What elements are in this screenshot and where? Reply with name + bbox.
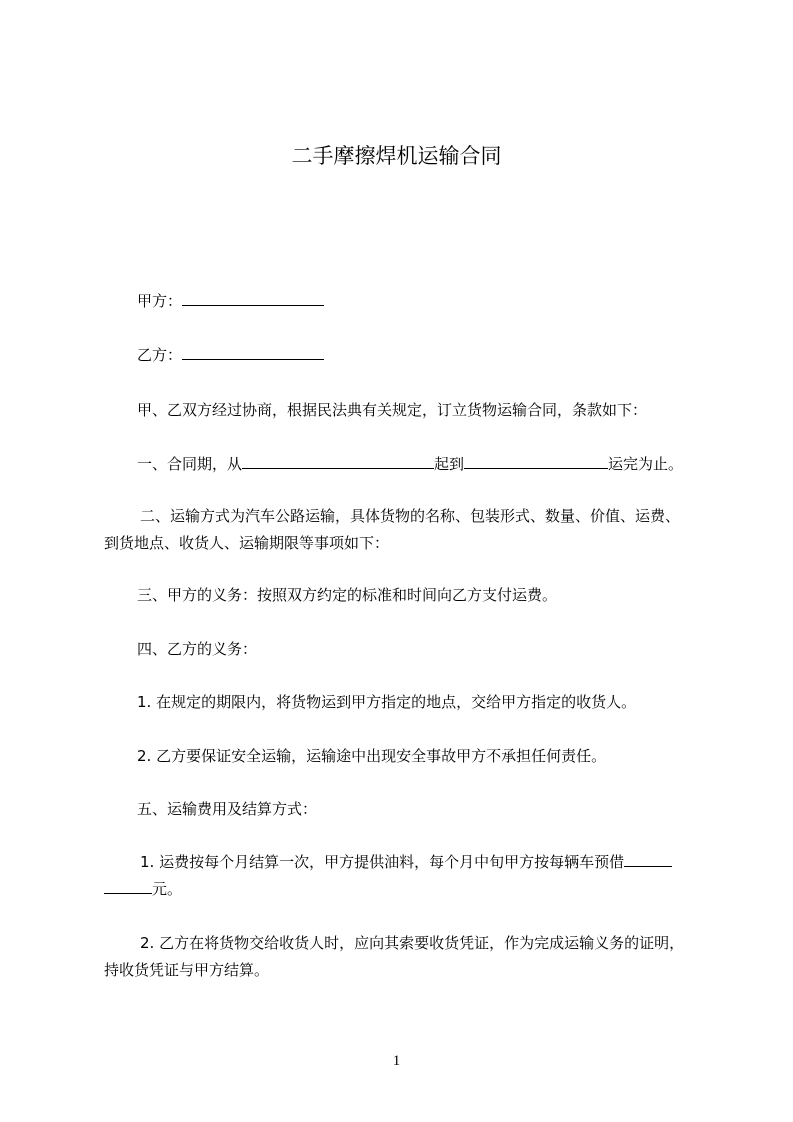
advance-amount-blank-b	[104, 877, 152, 894]
party-a-label: 甲方：	[137, 292, 183, 310]
clause-5-item-1-text: 1. 运费按每个月结算一次，甲方提供油料，每个月中旬甲方按每辆车预借	[140, 853, 625, 871]
party-b-line	[137, 340, 747, 370]
clause-5-item-1-line-1	[140, 847, 750, 877]
clause-4-item-2: 2. 乙方要保证安全运输，运输途中出现安全事故甲方不承担任何责任。	[137, 747, 607, 765]
clause-5-item-1-line-2	[104, 874, 714, 904]
clause-1-end-blank	[464, 452, 608, 469]
clause-5-item-2-line-2: 持收货凭证与甲方结算。	[104, 961, 270, 979]
party-b-label: 乙方：	[137, 346, 183, 364]
clause-4-item-1: 1. 在规定的期限内，将货物运到甲方指定的地点，交给甲方指定的收货人。	[137, 693, 637, 711]
clause-1-suffix: 运完为止。	[608, 455, 684, 473]
clause-4: 四、乙方的义务：	[137, 640, 258, 658]
party-a-line	[137, 286, 747, 316]
clause-1-start-blank	[242, 452, 434, 469]
clause-1	[137, 449, 747, 479]
clause-1-prefix: 一、合同期，从	[137, 455, 243, 473]
party-a-blank	[182, 289, 324, 306]
clause-2-line-1: 二、运输方式为汽车公路运输，具体货物的名称、包装形式、数量、价值、运费、	[140, 507, 681, 525]
party-b-blank	[182, 343, 324, 360]
clause-5-item-1-suffix: 元。	[152, 880, 183, 898]
clause-3: 三、甲方的义务：按照双方约定的标准和时间向乙方支付运费。	[137, 586, 558, 604]
clause-5-item-2-line-1: 2. 乙方在将货物交给收货人时，应向其索要收货凭证，作为完成运输义务的证明，	[140, 934, 685, 952]
document-title: 二手摩擦焊机运输合同	[291, 144, 502, 168]
intro-paragraph: 甲、乙双方经过协商，根据民法典有关规定，订立货物运输合同，条款如下：	[137, 401, 648, 419]
advance-amount-blank-a	[624, 850, 672, 867]
clause-1-middle: 起到	[434, 455, 465, 473]
clause-5: 五、运输费用及结算方式：	[137, 800, 318, 818]
clause-2-line-2: 到货地点、收货人、运输期限等事项如下：	[104, 534, 390, 552]
page-number: 1	[392, 1053, 401, 1069]
